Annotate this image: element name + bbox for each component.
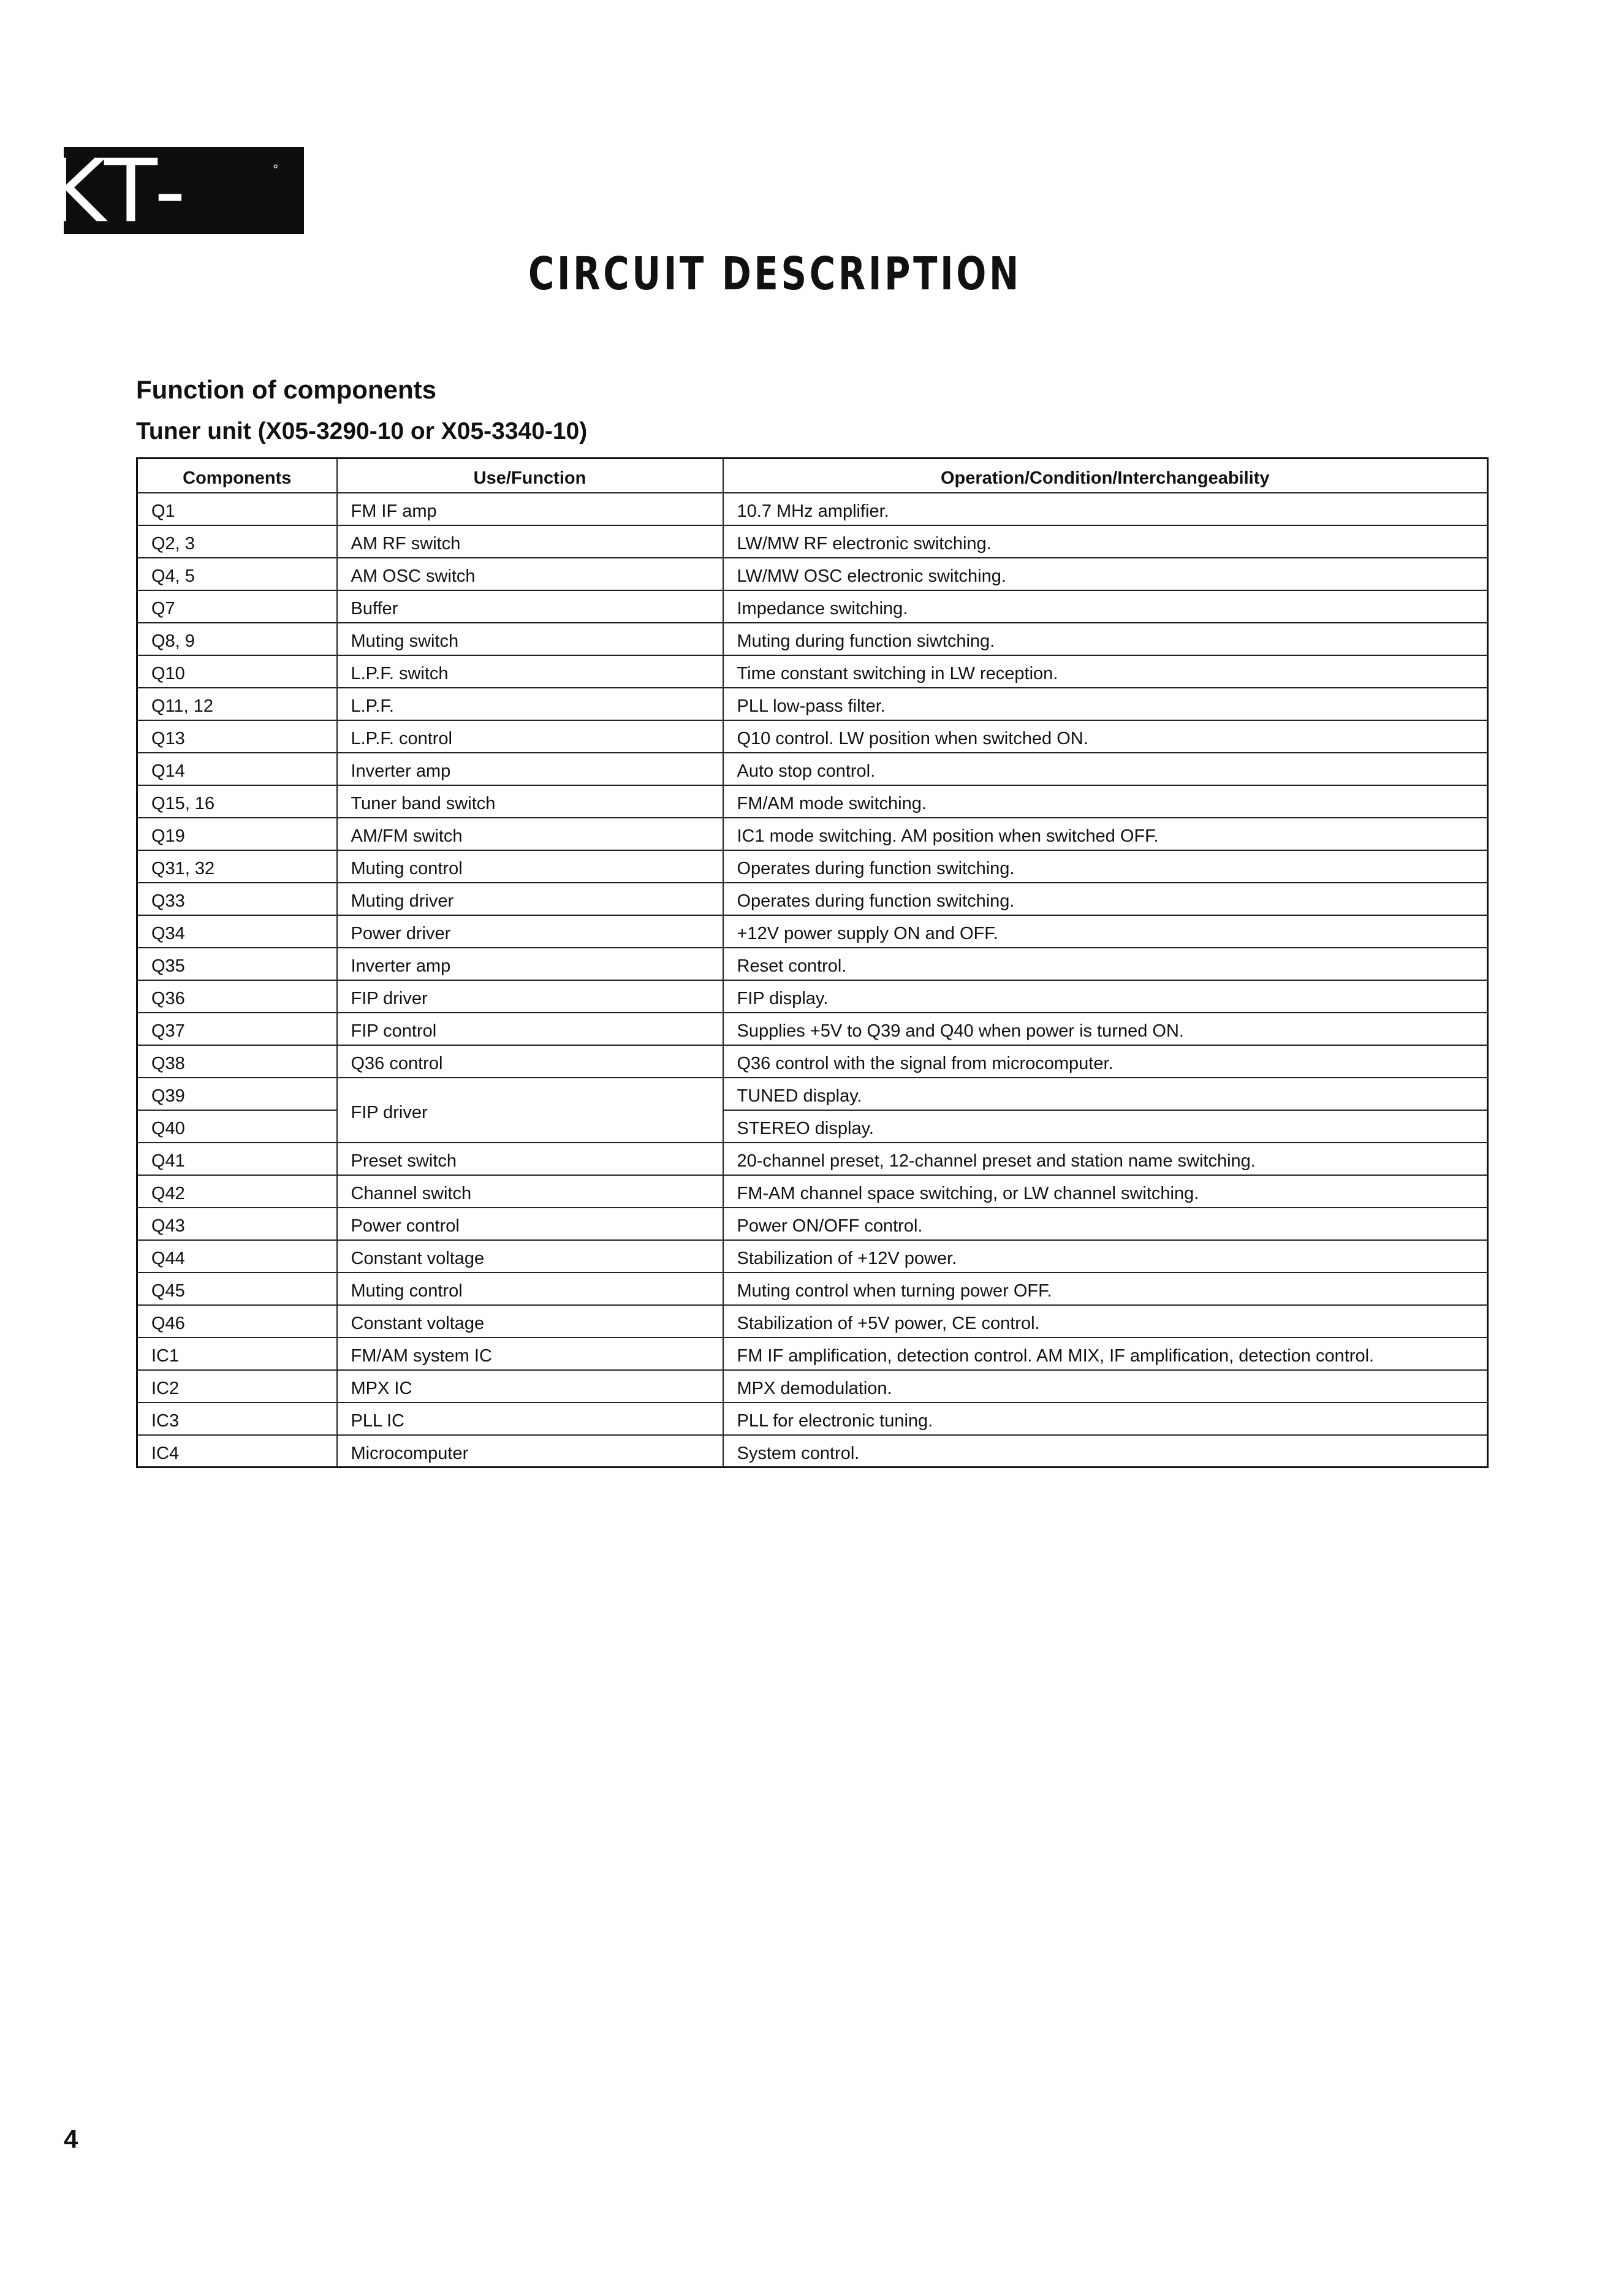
cell-use-function: L.P.F. control <box>337 720 723 753</box>
cell-component: Q10 <box>137 655 337 688</box>
cell-component: Q44 <box>137 1240 337 1273</box>
table-row <box>137 590 1488 623</box>
cell-component: Q8, 9 <box>137 623 337 655</box>
table-row <box>137 1240 1488 1273</box>
cell-operation: LW/MW OSC electronic switching. <box>723 558 1488 590</box>
page-title: CIRCUIT DESCRIPTION <box>528 248 1022 300</box>
table-row <box>137 1013 1488 1045</box>
table-row <box>137 720 1488 753</box>
cell-operation: IC1 mode switching. AM position when switched OFF. <box>723 818 1488 850</box>
table-row <box>137 1208 1488 1240</box>
cell-component: Q34 <box>137 915 337 948</box>
cell-use-function: Power driver <box>337 915 723 948</box>
cell-use-function: Preset switch <box>337 1143 723 1175</box>
cell-component: Q15, 16 <box>137 785 337 818</box>
cell-component: Q2, 3 <box>137 525 337 558</box>
cell-operation: 10.7 MHz amplifier. <box>723 493 1488 525</box>
cell-use-function: Tuner band switch <box>337 785 723 818</box>
cell-use-function: FIP driver <box>337 1078 723 1143</box>
cell-operation: LW/MW RF electronic switching. <box>723 525 1488 558</box>
table-row <box>137 623 1488 655</box>
cell-component: IC2 <box>137 1370 337 1403</box>
table-row <box>137 558 1488 590</box>
cell-use-function: Buffer <box>337 590 723 623</box>
cell-component: Q46 <box>137 1305 337 1338</box>
cell-use-function: Muting driver <box>337 883 723 915</box>
table-row <box>137 1273 1488 1305</box>
cell-operation: 20-channel preset, 12-channel preset and station name switching. <box>723 1143 1488 1175</box>
cell-use-function: Muting switch <box>337 623 723 655</box>
cell-operation: MPX demodulation. <box>723 1370 1488 1403</box>
cell-use-function: AM/FM switch <box>337 818 723 850</box>
model-badge <box>49 141 304 329</box>
cell-operation: Reset control. <box>723 948 1488 980</box>
table-row <box>137 818 1488 850</box>
cell-operation: Muting control when turning power OFF. <box>723 1273 1488 1305</box>
cell-use-function: L.P.F. <box>337 688 723 720</box>
cell-use-function: Inverter amp <box>337 948 723 980</box>
cell-operation: Impedance switching. <box>723 590 1488 623</box>
table-row <box>137 1045 1488 1078</box>
subsection-title: Tuner unit (X05-3290-10 or X05-3340-10) <box>136 418 588 444</box>
cell-component: Q35 <box>137 948 337 980</box>
cell-operation: System control. <box>723 1435 1488 1468</box>
table-row <box>137 1338 1488 1370</box>
cell-component: Q11, 12 <box>137 688 337 720</box>
table-row <box>137 1370 1488 1403</box>
cell-component: Q4, 5 <box>137 558 337 590</box>
section-title: Function of components <box>136 375 436 404</box>
cell-component: Q1 <box>137 493 337 525</box>
cell-operation: Supplies +5V to Q39 and Q40 when power is turned ON. <box>723 1013 1488 1045</box>
table-row <box>137 655 1488 688</box>
table-row <box>137 948 1488 980</box>
cell-operation: FM-AM channel space switching, or LW channel switching. <box>723 1175 1488 1208</box>
cell-use-function: AM OSC switch <box>337 558 723 590</box>
cell-use-function: FM/AM system IC <box>337 1338 723 1370</box>
table-row <box>137 1403 1488 1435</box>
cell-operation: FM/AM mode switching. <box>723 785 1488 818</box>
cell-component: Q37 <box>137 1013 337 1045</box>
cell-operation: Power ON/OFF control. <box>723 1208 1488 1240</box>
cell-use-function: FIP control <box>337 1013 723 1045</box>
cell-use-function: Muting control <box>337 850 723 883</box>
cell-component: Q40 <box>137 1110 337 1143</box>
cell-operation: PLL for electronic tuning. <box>723 1403 1488 1435</box>
cell-component: Q13 <box>137 720 337 753</box>
table-body <box>137 493 1488 1468</box>
cell-operation: STEREO display. <box>723 1110 1488 1143</box>
cell-use-function: PLL IC <box>337 1403 723 1435</box>
cell-use-function: Constant voltage <box>337 1305 723 1338</box>
model-mark: ° <box>273 162 278 177</box>
cell-component: Q45 <box>137 1273 337 1305</box>
cell-use-function: Constant voltage <box>337 1240 723 1273</box>
cell-use-function: AM RF switch <box>337 525 723 558</box>
cell-component: Q33 <box>137 883 337 915</box>
cell-component: IC4 <box>137 1435 337 1468</box>
cell-operation: Auto stop control. <box>723 753 1488 785</box>
cell-operation: FIP display. <box>723 980 1488 1013</box>
table-header-row <box>137 459 1488 493</box>
components-table <box>136 457 1489 1468</box>
table-row <box>137 1078 1488 1110</box>
cell-component: Q43 <box>137 1208 337 1240</box>
cell-use-function: Q36 control <box>337 1045 723 1078</box>
table-row <box>137 980 1488 1013</box>
cell-operation: Q36 control with the signal from microcomputer. <box>723 1045 1488 1078</box>
cell-operation: Muting during function siwtching. <box>723 623 1488 655</box>
cell-use-function: Muting control <box>337 1273 723 1305</box>
cell-component: Q7 <box>137 590 337 623</box>
cell-component: Q39 <box>137 1078 337 1110</box>
cell-use-function: Inverter amp <box>337 753 723 785</box>
table-row <box>137 915 1488 948</box>
table-row <box>137 493 1488 525</box>
cell-component: Q31, 32 <box>137 850 337 883</box>
cell-use-function: Channel switch <box>337 1175 723 1208</box>
cell-operation: FM IF amplification, detection control. AM MIX, IF amplification, detection control. <box>723 1338 1488 1370</box>
cell-operation: Stabilization of +12V power. <box>723 1240 1488 1273</box>
cell-operation: +12V power supply ON and OFF. <box>723 915 1488 948</box>
table-row <box>137 1175 1488 1208</box>
cell-component: Q14 <box>137 753 337 785</box>
model-name: KT-76 <box>49 141 191 329</box>
table-row <box>137 785 1488 818</box>
cell-component: Q19 <box>137 818 337 850</box>
cell-operation: Operates during function switching. <box>723 883 1488 915</box>
cell-operation: Q10 control. LW position when switched ON. <box>723 720 1488 753</box>
cell-operation: Stabilization of +5V power, CE control. <box>723 1305 1488 1338</box>
cell-use-function: L.P.F. switch <box>337 655 723 688</box>
table-row <box>137 688 1488 720</box>
table-row <box>137 1143 1488 1175</box>
table-row <box>137 525 1488 558</box>
cell-operation: Operates during function switching. <box>723 850 1488 883</box>
cell-operation: TUNED display. <box>723 1078 1488 1110</box>
cell-component: Q41 <box>137 1143 337 1175</box>
table-row <box>137 1305 1488 1338</box>
table-row <box>137 850 1488 883</box>
cell-use-function: MPX IC <box>337 1370 723 1403</box>
page-number: 4 <box>64 2125 78 2153</box>
cell-component: IC3 <box>137 1403 337 1435</box>
cell-component: Q36 <box>137 980 337 1013</box>
cell-component: IC1 <box>137 1338 337 1370</box>
cell-use-function: FM IF amp <box>337 493 723 525</box>
cell-component: Q38 <box>137 1045 337 1078</box>
cell-use-function: Power control <box>337 1208 723 1240</box>
column-header-use-function: Use/Function <box>337 459 723 493</box>
cell-operation: PLL low-pass filter. <box>723 688 1488 720</box>
cell-use-function: Microcomputer <box>337 1435 723 1468</box>
column-header-operation: Operation/Condition/Interchangeability <box>723 459 1488 493</box>
table-row <box>137 753 1488 785</box>
table-row <box>137 1435 1488 1468</box>
cell-component: Q42 <box>137 1175 337 1208</box>
column-header-components: Components <box>137 459 337 493</box>
cell-operation: Time constant switching in LW reception. <box>723 655 1488 688</box>
cell-use-function: FIP driver <box>337 980 723 1013</box>
table-row <box>137 883 1488 915</box>
